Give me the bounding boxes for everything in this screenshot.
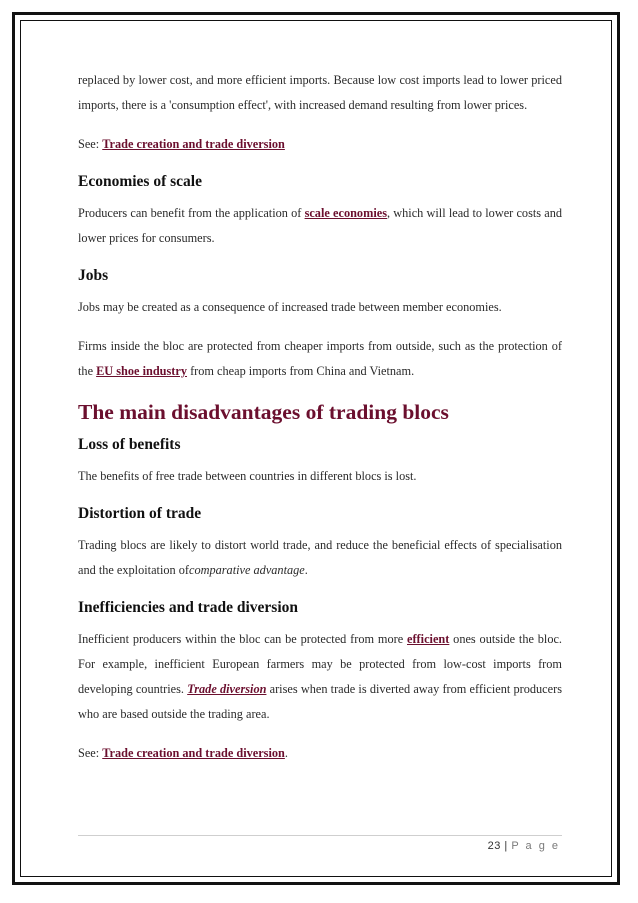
jobs-paragraph-1: Jobs may be created as a consequence of increased trade between member economies.: [78, 300, 502, 314]
jobs-text-2: from cheap imports from China and Vietnam.: [187, 364, 415, 378]
jobs-paragraph-2: [78, 334, 562, 384]
comparative-advantage-term: comparative advantage: [188, 563, 305, 577]
trade-diversion-link[interactable]: Trade diversion: [187, 682, 267, 696]
scale-economies-link[interactable]: scale economies: [304, 206, 387, 220]
economies-text-2: , which will lead to lower costs and lower prices for consumers.: [78, 206, 563, 245]
heading-jobs: Jobs: [78, 267, 109, 284]
see-label-2: See:: [78, 746, 103, 760]
document-body: [78, 68, 562, 766]
heading-loss-of-benefits: Loss of benefits: [78, 436, 181, 453]
distortion-text-2: .: [304, 563, 308, 577]
loss-paragraph: The benefits of free trade between countries in different blocs is lost.: [78, 469, 417, 483]
inefficiencies-text-3: arises when trade is diverted away from efficient producers who are based outside the trading area.: [78, 682, 562, 721]
eu-shoe-industry-link[interactable]: EU shoe industry: [96, 364, 187, 378]
economies-paragraph: [78, 201, 562, 251]
heading-disadvantages: The main disadvantages of trading blocs: [78, 400, 449, 424]
distortion-text-1: Trading blocs are likely to distort world trade, and reduce the beneficial effects of specialisation and the exploitation of: [78, 538, 562, 577]
jobs-text-1: Firms inside the bloc are protected from cheaper imports from outside, such as the protection of the: [78, 339, 562, 378]
trade-creation-link[interactable]: Trade creation and trade diversion: [102, 137, 285, 151]
see-also-2: [78, 741, 562, 766]
inefficiencies-text-2: ones outside the bloc. For example, inefficient European farmers may be protected from low-cost imports from developing countries.: [78, 632, 562, 696]
page-footer: [488, 840, 560, 852]
see-label: See:: [78, 137, 103, 151]
page-label: P a g e: [511, 840, 560, 852]
see-suffix: .: [284, 746, 288, 760]
efficient-link[interactable]: efficient: [407, 632, 450, 646]
heading-inefficiencies: Inefficiencies and trade diversion: [78, 599, 298, 616]
economies-text-1: Producers can benefit from the application of: [78, 206, 305, 220]
heading-economies-of-scale: Economies of scale: [78, 173, 202, 190]
intro-paragraph: replaced by lower cost, and more efficient imports. Because low cost imports lead to lower priced imports, there is a 'consumption effect', with increased demand resulting from lower prices.: [78, 73, 562, 112]
footer-divider: [78, 835, 562, 836]
distortion-paragraph: [78, 533, 562, 583]
see-also-1: [78, 132, 562, 157]
page-number: 23: [487, 840, 501, 852]
heading-distortion-of-trade: Distortion of trade: [78, 505, 202, 522]
trade-creation-link-2[interactable]: Trade creation and trade diversion: [102, 746, 285, 760]
inefficiencies-text-1: Inefficient producers within the bloc can be protected from more: [78, 632, 407, 646]
inefficiencies-paragraph: [78, 627, 562, 727]
footer-separator: |: [504, 840, 508, 852]
